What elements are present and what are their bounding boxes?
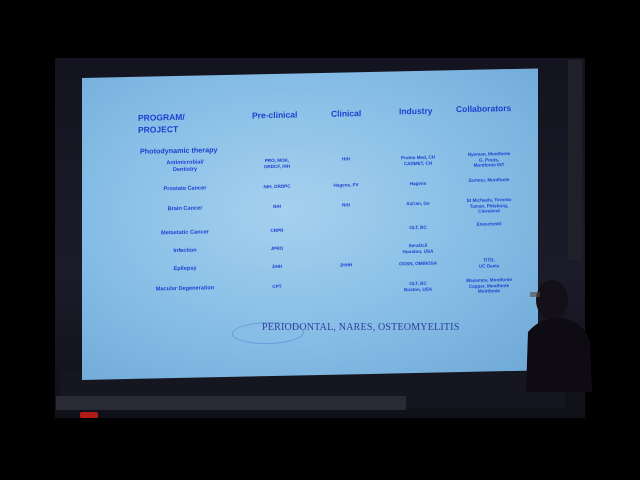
- row-1-col: Zemmo, Montfonte: [468, 177, 510, 183]
- slide-footer: PERIODONTAL, NARES, OSTEOMYELITIS: [262, 322, 460, 333]
- stage-ledge: [56, 396, 406, 410]
- row-5-clin: JHHH: [339, 262, 353, 268]
- row-3-col: Eneschmitt: [476, 221, 502, 227]
- row-0-col: Nyeman, Montfonte G. Pouts, Montfonte INT: [467, 151, 511, 169]
- row-2-ind: AxCen, Go: [406, 200, 430, 207]
- row-5-pre: JIHH: [271, 263, 283, 270]
- wall-pillar: [568, 60, 582, 260]
- row-6-clin: [322, 282, 370, 283]
- row-5-label: Epilepsy: [173, 265, 197, 273]
- row-6-ind: OLT, BC Boston, USA: [403, 280, 433, 292]
- red-indicator-light: [80, 412, 98, 418]
- row-2-clin: NIH: [342, 202, 350, 208]
- row-2-label: Brain Cancer: [167, 205, 203, 213]
- header-program: PROGRAM/: [138, 111, 185, 123]
- row-1-clin: Hagens, FV: [333, 182, 359, 188]
- header-clinical: Clinical: [331, 108, 362, 119]
- row-4-label: Infection: [173, 247, 197, 255]
- row-4-col: [458, 239, 520, 240]
- row-6-pre: CPT: [272, 283, 282, 290]
- row-4-clin: [322, 244, 370, 245]
- row-6-col: Wasamos, Montfonte Capper, Montfonte Montfonte: [465, 276, 513, 295]
- row-0-label: Antimicrobial/ Dentistry: [166, 159, 204, 174]
- row-2-col: St Michaels, Toronto Taman, Pittsburg, Clevelend: [466, 197, 512, 215]
- header-collaborators: Collaborators: [456, 103, 512, 115]
- row-3-label: Metastatic Cancer: [161, 229, 209, 237]
- row-1-ind: Hagens: [409, 180, 427, 187]
- row-5-ind: OGSN, OMBIOSA: [398, 260, 438, 267]
- projected-slide: [82, 68, 538, 380]
- row-1-pre: NIH, ORDPC: [263, 183, 291, 190]
- row-1-label: Prostate Cancer: [163, 185, 207, 193]
- row-0-pre: PRO, MOK, ORDCF, HIH: [263, 157, 291, 169]
- row-3-pre: CRPR: [270, 227, 284, 234]
- header-industry: Industry: [399, 105, 433, 117]
- row-3-clin: [322, 226, 370, 227]
- row-0-ind: Proteo Med, CH CADMET, CH: [400, 154, 436, 166]
- row-6-label: Macular Degeneration: [155, 285, 215, 293]
- row-2-pre: NIH: [273, 203, 281, 209]
- row-0-clin: HIH: [342, 156, 350, 162]
- presenter-silhouette: [522, 272, 592, 392]
- row-5-col: TITD, UC Davis: [478, 257, 500, 269]
- row-4-pre: JPRO: [270, 245, 284, 252]
- subheading: Photodynamic therapy: [140, 145, 218, 156]
- row-3-ind: OLT, BC: [409, 224, 427, 231]
- header-project: PROJECT: [138, 123, 179, 135]
- header-preclinical: Pre-clinical: [252, 109, 298, 121]
- row-4-ind: SeraOcil Houston, USA: [402, 242, 434, 255]
